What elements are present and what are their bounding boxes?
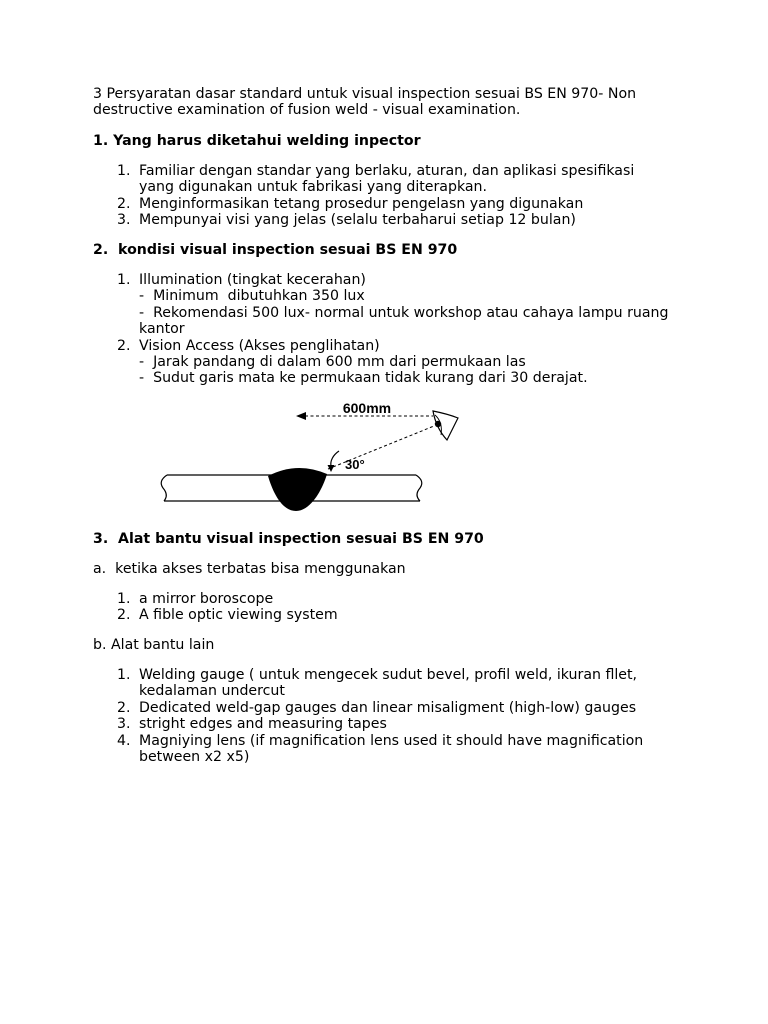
list-item-text: Welding gauge ( untuk mengecek sudut bevel, profil weld, ikuran fllet, kedalaman undercut (139, 667, 638, 700)
section-2-heading: 2. kondisi visual inspection sesuai BS EN 970 (93, 242, 458, 258)
list-item (93, 607, 733, 623)
list-number: 2. (117, 195, 131, 212)
list-number: 3. (117, 212, 131, 229)
list-item-detail: - Rekomendasi 500 lux- normal untuk workshop atau cahaya lampu ruang kantor (139, 304, 669, 338)
list-number: 2. (117, 699, 131, 716)
plate-left-break-line (161, 475, 167, 501)
list-item (93, 163, 733, 196)
list-item (93, 591, 733, 607)
section-3-heading: 3. Alat bantu visual inspection sesuai BS EN 970 (93, 531, 484, 547)
list-item (93, 700, 733, 716)
list-item (93, 733, 733, 766)
part-a-list (93, 591, 733, 624)
list-item-detail: - Jarak pandang di dalam 600 mm dari permukaan las (139, 354, 526, 371)
list-item-text: Vision Access (Akses penglihatan) (139, 337, 380, 354)
list-item-text: a mirror boroscope (139, 591, 274, 607)
list-item (93, 338, 733, 387)
plate-right-break-line (416, 475, 422, 501)
angle-label: 30° (345, 457, 365, 472)
sight-line (328, 426, 434, 469)
angle-arc (331, 451, 339, 466)
distance-label: 600mm (342, 400, 392, 416)
eye-pupil (435, 421, 441, 427)
list-number: 1. (117, 163, 131, 179)
visual-inspection-diagram (150, 395, 470, 520)
list-item-text: Magniying lens (if magnification lens used it should have magnification between x2 x5) (139, 732, 644, 766)
part-b-list (93, 667, 733, 765)
section-1-heading: 1. Yang harus diketahui welding inpector (93, 133, 421, 149)
list-number: 1. (117, 272, 131, 288)
list-item (93, 212, 733, 228)
intro-paragraph: 3 Persyaratan dasar standard untuk visual inspection sesuai BS EN 970- Non destructive examination of fusion weld - visual examination. (93, 86, 637, 119)
list-number: 1. (117, 591, 131, 607)
list-item-text: stright edges and measuring tapes (139, 716, 387, 733)
list-item (93, 667, 733, 700)
list-number: 2. (117, 337, 131, 354)
list-item-detail: - Minimum dibutuhkan 350 lux (139, 288, 365, 305)
list-number: 1. (117, 667, 131, 683)
list-item-text: Familiar dengan standar yang berlaku, aturan, dan aplikasi spesifikasi yang digunakan untuk fabrikasi yang diterapkan. (139, 163, 635, 196)
list-item (93, 196, 733, 212)
list-item (93, 272, 733, 338)
list-item (93, 716, 733, 732)
list-number: 4. (117, 732, 131, 749)
section-2-list (93, 272, 733, 387)
list-item-text: Menginformasikan tetang prosedur pengelasn yang digunakan (139, 195, 584, 212)
part-b-label: b. Alat bantu lain (93, 637, 215, 653)
weld-bead (268, 468, 327, 511)
list-item-text: Mempunyai visi yang jelas (selalu terbaharui setiap 12 bulan) (139, 212, 576, 229)
list-item-detail: - Sudut garis mata ke permukaan tidak kurang dari 30 derajat. (139, 370, 588, 387)
list-item-text: Dedicated weld-gap gauges dan linear misaligment (high-low) gauges (139, 699, 637, 716)
section-1-list (93, 163, 733, 229)
part-a-label: a. ketika akses terbatas bisa menggunakan (93, 561, 406, 577)
list-number: 2. (117, 607, 131, 624)
list-item-text: Illumination (tingkat kecerahan) (139, 272, 366, 288)
list-item-text: A fible optic viewing system (139, 607, 338, 624)
distance-arrowhead (296, 412, 306, 420)
list-number: 3. (117, 716, 131, 733)
